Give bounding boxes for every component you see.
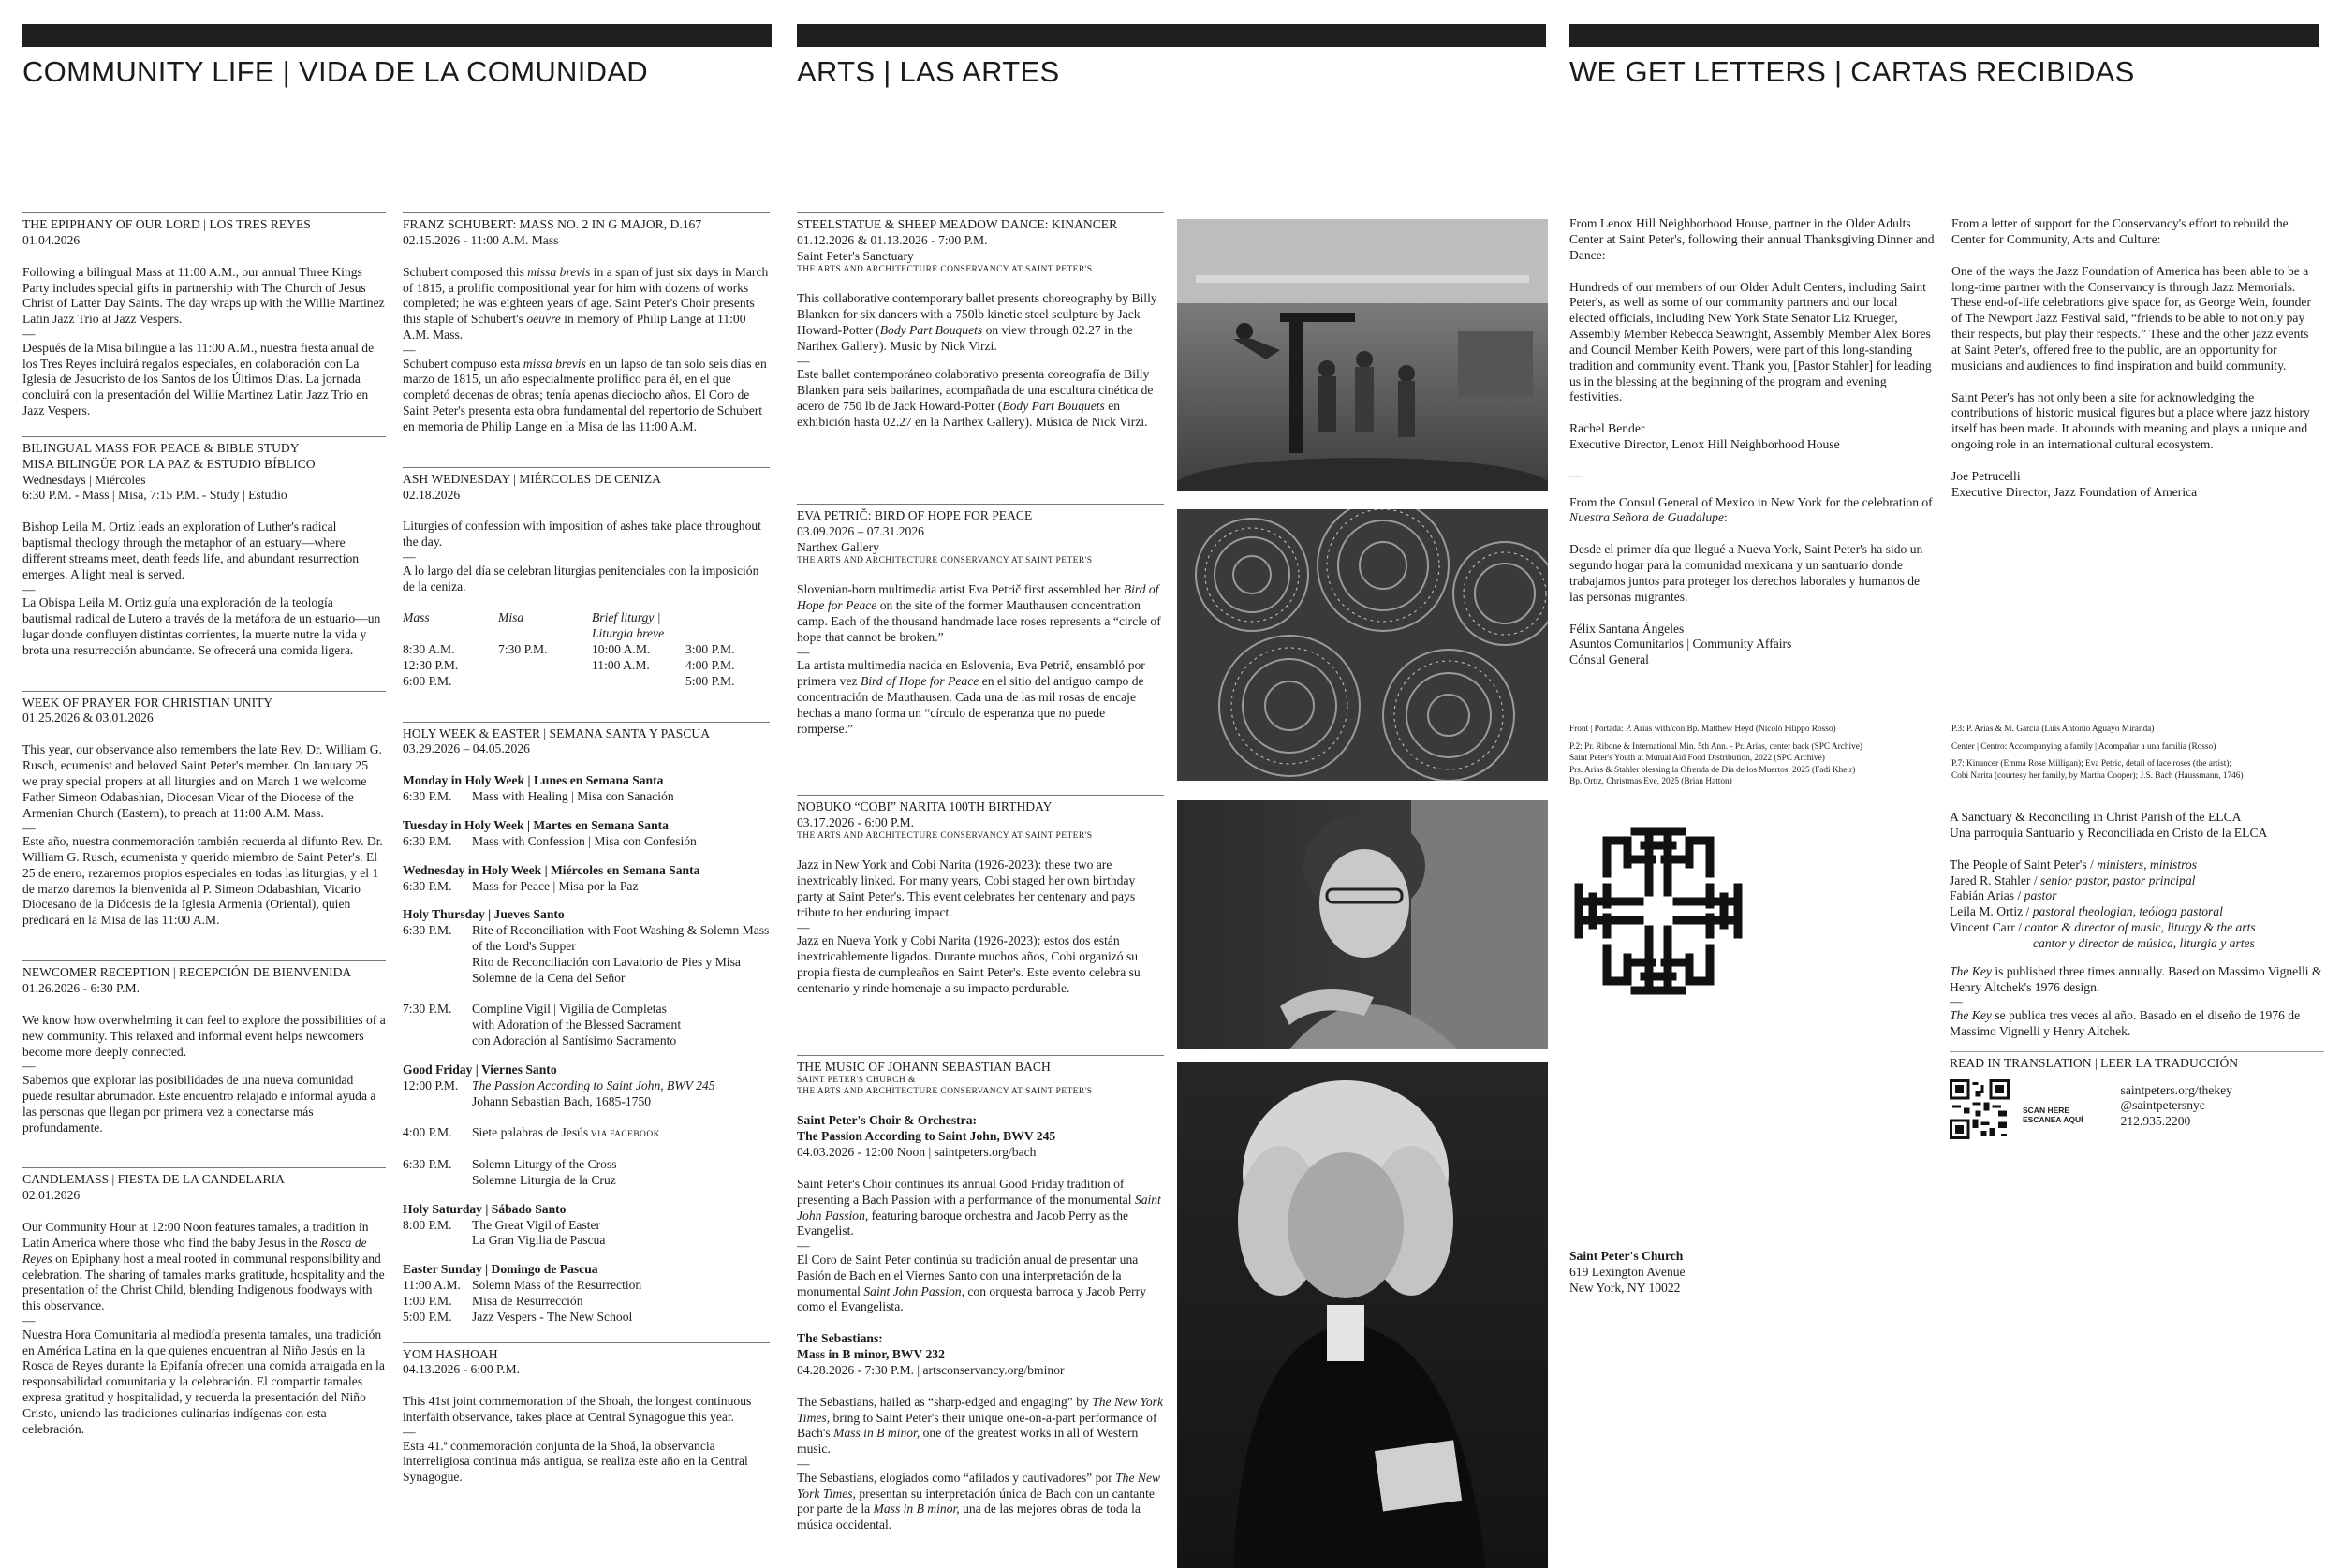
schedule-desc	[472, 879, 770, 895]
event-title: HOLY WEEK & EASTER | SEMANA SANTA Y PASCUA	[403, 725, 711, 740]
schedule-time: 8:00 P.M.	[403, 1217, 452, 1232]
staff-role: pastoral theologian, teóloga pastoral	[2032, 904, 2223, 919]
event-subheading: Mass in B minor, BWV 232	[797, 1347, 945, 1362]
event-organizer: THE ARTS AND ARCHITECTURE CONSERVANCY AT SAINT PETER'S	[797, 555, 1093, 565]
event-date: 01.26.2026 - 6:30 P.M.	[22, 981, 140, 995]
schedule-row	[403, 1218, 770, 1250]
desc-line: Mass with Confession | Misa con Confesión	[472, 833, 697, 848]
event-title: NOBUKO “COBI” NARITA 100TH BIRTHDAY	[797, 799, 1053, 813]
schedule-row	[403, 1310, 770, 1326]
letters-column-2	[1951, 216, 2319, 722]
table-cell	[498, 658, 592, 674]
staff-line	[1950, 888, 2324, 904]
schedule-desc	[472, 1218, 770, 1250]
spacer	[403, 1109, 770, 1125]
event-title: YOM HASHOAH	[403, 1346, 498, 1361]
event-description-es: Jazz en Nueva York y Cobi Narita (1926-2023): estos dos están inextricablemente ligados. Durante muchos años, Cobi organizó su propia fiesta de cumpleaños en Saint Peter's. Este evento celebra su centenario y rinde homenaje a su impacto perdurable.	[797, 933, 1141, 995]
event-date: 01.25.2026 & 03.01.2026	[22, 711, 154, 725]
event-day: Wednesdays | Miércoles	[22, 472, 146, 487]
masthead: A Sanctuary & Reconciling in Christ Parish of the ELCA Una parroquia Santuario y Reconciliada en Cristo de la ELCA The People of Saint Peter's / ministers, ministros Jared R. Stahler / senior pastor, pastor principal Fabián Arias / pastor Leila M. Ortiz / pastoral theologian, teóloga pastoral Vincent Carr / cantor & director of music, liturgy & the arts cantor y director de música, liturgia y artes The Key is published three times annually. Based on Massimo Vignelli & Henry Altchek's 1976 design. — The Key se publica tres veces al año. Basado en el diseño de 1976 de Massimo Vignelli y Henry Altchek. READ IN TRANSLATION | LEER LA TRADUCCIÓN SCAN HERE ESCANEA AQUÍ saintpeters.org/thekey @saintpetersnyc 212.935.2200	[1950, 810, 2324, 1175]
letter-signature-title: Asuntos Comunitarios | Community Affairs	[1569, 637, 1792, 652]
cobi-narita-photo	[1177, 800, 1548, 1049]
event-title: ASH WEDNESDAY | MIÉRCOLES DE CENIZA	[403, 471, 661, 486]
holy-week-day	[403, 1202, 770, 1250]
section-heading-arts: ARTS | LAS ARTES	[797, 55, 1060, 88]
desc-line: Solemn Liturgy of the Cross	[472, 1157, 617, 1171]
event-title: CANDLEMASS | FIESTA DE LA CANDELARIA	[22, 1172, 285, 1187]
schedule-row	[403, 923, 770, 986]
epiphany-event: THE EPIPHANY OF OUR LORD | LOS TRES REYES 01.04.2026 Following a bilingual Mass at 11:00 A.M., our annual Three Kings Party includes special gifts in partnership with The Church of Jesus Christ of Latter Day Saints. The day wraps up with the Willie Martinez Latin Jazz Trio at Jazz Vespers. — Después de la Misa bilingüe a las 11:00 A.M., nuestra fiesta anual de los Tres Reyes incluirá regalos especiales, en colaboración con La Iglesia de Jesucristo de los Santos de los Últimos Días. La jornada concluirá con la presentación del Willie Martinez Latin Jazz Trio en Jazz Vespers.	[22, 212, 386, 419]
table-cell: 12:30 P.M.	[403, 657, 459, 672]
table-cell: 8:30 A.M.	[403, 642, 455, 657]
event-description-en: Liturgies of confession with imposition of ashes take place throughout the day.	[403, 519, 761, 550]
day-heading: Holy Thursday | Jueves Santo	[403, 907, 565, 922]
table-header: Brief liturgy | Liturgia breve	[592, 610, 665, 641]
holy-week-event	[403, 722, 770, 1326]
event-description-en: Jazz in New York and Cobi Narita (1926-2023): these two are inextricably linked. For many years, Cobi staged her own birthday party at Saint Peter's. This event celebrates her centenary and pays tribute to her enduring impact.	[797, 857, 1136, 919]
section-heading-community: COMMUNITY LIFE | VIDA DE LA COMUNIDAD	[22, 55, 648, 88]
event-description-es: La Obispa Leila M. Ortiz guía una exploración de la teología bautismal radical de Lutero a través de la metáfora de un estuario—un lugar donde confluyen distintas corrientes, la muerte nutre la vida y brota una resurrección abundante. Se ofrecerá una comida ligera.	[22, 595, 381, 657]
event-subheading: The Sebastians:	[797, 1331, 883, 1346]
photo-credits-left	[1569, 724, 1944, 836]
community-column-1	[22, 212, 386, 1561]
schedule-desc	[472, 834, 770, 850]
credit-line: Bp. Ortiz, Christmas Eve, 2025 (Brian Hatton)	[1569, 777, 1732, 787]
staff-name: Vincent Carr /	[1950, 920, 2025, 935]
event-description-en: This collaborative contemporary ballet presents choreography by Billy Blanken for six dancers with a 750lb kinetic steel sculpture by Jack Howard-Potter (Body Part Bouquets on view through 02.27 in the Narthex Gallery). Music by Nick Virzi.	[797, 291, 1157, 353]
event-date: 02.01.2026	[22, 1188, 81, 1203]
masthead-people: The People of Saint Peter's / ministers, ministros	[1950, 857, 2198, 872]
event-date: 01.04.2026	[22, 232, 81, 247]
event-time: 6:30 P.M. - Mass | Misa, 7:15 P.M. - Study | Estudio	[22, 488, 287, 503]
event-description-en: This year, our observance also remembers the late Rev. Dr. William G. Rusch, ecumenist and beloved Saint Peter's member. On January 25 we pray special propers at all liturgies and on March 1 we welcome Father Simeon Odabashian, Diocesan Vicar of the Diocese of the Armenian Church (Eastern), to preach at 11:00 A.M. Mass.	[22, 742, 382, 820]
letter-body: Desde el primer día que llegué a Nueva York, Saint Peter's ha sido un segundo hogar para la comunidad mexicana y un santuario donde trabajamos juntos para proteger los derechos laborales y humanos de las personas migrantes.	[1569, 542, 1923, 604]
desc-line: con Adoración al Santísimo Sacramento	[472, 1033, 677, 1048]
eva-petric-event: EVA PETRIČ: BIRD OF HOPE FOR PEACE 03.09.2026 – 07.31.2026 Narthex Gallery THE ARTS AND ARCHITECTURE CONSERVANCY AT SAINT PETER'S Slovenian-born multimedia artist Eva Petrič first assembled her Bird of Hope for Peace on the site of the former Mauthausen concentration camp. Each of the thousand handmade lace roses represents a “circle of hope that cannot be broken.” — La artista multimedia nacida en Eslovenia, Eva Petrič, ensambló por primera vez Bird of Hope for Peace en el sitio del antiguo campo de concentración de Mauthausen. Cada una de las mil rosas de encaje hechas a mano forma un “círculo de esperanza que no puede romperse.”	[797, 504, 1164, 795]
event-description-en: Bishop Leila M. Ortiz leads an exploration of Luther's radical baptismal theology through the metaphor of an estuary—where different streams meet, death feeds life, and abundant resurrection emerges. A light meal is served.	[22, 520, 360, 581]
phone-number: 212.935.2200	[2120, 1114, 2191, 1129]
schedule-desc	[472, 923, 770, 986]
event-organizer: SAINT PETER'S CHURCH &	[797, 1075, 916, 1085]
schedule-row	[403, 834, 770, 850]
event-title: THE EPIPHANY OF OUR LORD | LOS TRES REYES	[22, 217, 311, 231]
qr-code-icon[interactable]	[1950, 1079, 2010, 1139]
table-cell	[592, 674, 685, 690]
schedule-desc	[472, 1125, 770, 1141]
letter-body: Saint Peter's has not only been a site for acknowledging the contributions of historic musical figures but a place where jazz history itself has been made. It abounds with meaning and plays a unique and ongoing role in an international cultural ecosystem.	[1951, 389, 2310, 452]
schedule-time: 7:30 P.M.	[403, 1002, 452, 1017]
event-description-es: Schubert compuso esta missa brevis en un lapso de tan solo seis días en marzo de 1815, un año especialmente prolífico para él, en el que completó decenas de obras; tenía apenas dieciocho años. El Coro de Saint Peter's presenta esta obra fundamental del repertorio de Schubert en memoria de Philip Lange en la Misa de las 11:00 A.M.	[403, 356, 767, 433]
credit-line: Prs. Arias & Stahler blessing la Ofrenda de Día de los Muertos, 2025 (Fadi Kheir)	[1569, 765, 1856, 775]
letter-signature-title: Executive Director, Lenox Hill Neighborhood House	[1569, 437, 1840, 452]
event-description-es: Sabemos que explorar las posibilidades de una nueva comunidad puede resultar abrumador. Este encuentro relajado e informal ayuda a las personas que llegan por primera vez a conectarse más profundamente.	[22, 1072, 376, 1135]
holy-week-day	[403, 907, 770, 1049]
table-header	[685, 610, 770, 642]
event-title: EVA PETRIČ: BIRD OF HOPE FOR PEACE	[797, 508, 1033, 522]
schedule-time: 6:30 P.M.	[403, 878, 452, 893]
section-bar	[797, 24, 1546, 47]
credit-line: Saint Peter's Youth at Mutual Aid Food Distribution, 2022 (SPC Archive)	[1569, 754, 1825, 764]
desc-line: Compline Vigil | Vigilia de Completas	[472, 1002, 667, 1017]
event-description-es: Después de la Misa bilingüe a las 11:00 A.M., nuestra fiesta anual de los Tres Reyes incluirá regalos especiales, en colaboración con La Iglesia de Jesucristo de los Santos de los Últimos Días. La jornada concluirá con la presentación del Willie Martinez Latin Jazz Trio en Jazz Vespers.	[22, 340, 375, 418]
day-heading: Wednesday in Holy Week | Miércoles en Semana Santa	[403, 862, 700, 877]
event-description-es: Este ballet contemporáneo colaborativo presenta coreografía de Billy Blanken para seis bailarines, acompañada de una escultura cinética de acero de 750 lb de Jack Howard-Potter (Body Part Bouquets en exhibición hasta 02.27 en la Narthex Gallery). Música de Nick Virzi.	[797, 367, 1154, 429]
arts-column	[797, 212, 1164, 1561]
staff-name: Jared R. Stahler /	[1950, 872, 2041, 887]
event-date: 03.09.2026 – 07.31.2026	[797, 523, 924, 538]
schedule-row	[403, 1278, 770, 1294]
event-subheading: Saint Peter's Choir & Orchestra:	[797, 1113, 978, 1128]
event-description-es: A lo largo del día se celebran liturgias penitenciales con la imposición de la ceniza.	[403, 563, 759, 593]
schedule-desc	[472, 1310, 770, 1326]
schedule-row	[403, 1294, 770, 1310]
table-cell: 7:30 P.M.	[498, 642, 548, 657]
scan-label: SCAN HERE	[2023, 1105, 2070, 1115]
event-date: 02.18.2026	[403, 487, 461, 502]
event-description-en: The Sebastians, hailed as “sharp-edged and engaging” by The New York Times, bring to Saint Peter's their unique one-on-a-part performance of Bach's Mass in B minor, one of the greatest works in all of Western music.	[797, 1394, 1163, 1457]
website-link[interactable]: saintpeters.org/thekey	[2120, 1082, 2232, 1097]
letter-body: One of the ways the Jazz Foundation of America has been able to be a long-time partner with the Conservancy is through Jazz Memorials. These end-of-life celebrations give space for, as George Wein, founder of The Newport Jazz Festival said, “friends to be able to not only pay their respects, but play their respects.” These and the other jazz events at Saint Peter's, offered free to the public, are an opportunity for musicians and audiences to find inspiration and build community.	[1951, 263, 2311, 373]
event-title: THE MUSIC OF JOHANN SEBASTIAN BACH	[797, 1060, 1051, 1074]
desc-line: Solemn Mass of the Resurrection	[472, 1278, 642, 1293]
ash-schedule-table	[403, 610, 770, 689]
desc-line: Misa de Resurrección	[472, 1293, 583, 1308]
eva-petric-lace-photo	[1177, 509, 1548, 781]
desc-line: Solemne Liturgia de la Cruz	[472, 1172, 616, 1187]
credit-line: Cobi Narita (courtesy her family, by Martha Cooper); J.S. Bach (Haussmann, 1746)	[1951, 770, 2244, 781]
schedule-row	[403, 1125, 770, 1141]
desc-line: Rito de Reconciliación con Lavatorio de Pies y Misa Solemne de la Cena del Señor	[472, 954, 741, 985]
address-line: New York, NY 10022	[1569, 1280, 1681, 1295]
event-organizer: THE ARTS AND ARCHITECTURE CONSERVANCY AT SAINT PETER'S	[797, 264, 1093, 274]
event-title: WEEK OF PRAYER FOR CHRISTIAN UNITY	[22, 695, 273, 710]
event-title: NEWCOMER RECEPTION | RECEPCIÓN DE BIENVENIDA	[22, 965, 352, 980]
saint-peters-cross-logo-icon	[1569, 822, 1747, 1004]
schedule-time: 6:30 P.M.	[403, 833, 452, 848]
event-description-es: El Coro de Saint Peter continúa su tradición anual de presentar una Pasión de Bach en el Viernes Santo con una interpretación de la monumental Saint John Passion, con orquesta barroca y Jacob Perry como el Evangelista.	[797, 1252, 1146, 1314]
letter-intro: From a letter of support for the Conservancy's effort to rebuild the Center for Community, Arts and Culture:	[1951, 216, 2289, 246]
desc-line: Siete palabras de Jesús VIA FACEBOOK	[472, 1125, 660, 1140]
holy-week-day	[403, 1062, 770, 1189]
event-date: 03.29.2026 – 04.05.2026	[403, 741, 530, 756]
letter-signature-name: Félix Santana Ángeles	[1569, 621, 1685, 636]
schedule-time: 1:00 P.M.	[403, 1293, 452, 1308]
event-title: BILINGUAL MASS FOR PEACE & BIBLE STUDY	[22, 440, 300, 455]
schedule-desc	[472, 1278, 770, 1294]
credit-line: P.7: Kinancer (Emma Rose Milligan); Eva Petric, detail of lace roses (the artist);	[1951, 759, 2231, 769]
parish-description: A Sanctuary & Reconciling in Christ Parish of the ELCA	[1950, 810, 2242, 824]
letter-intro: From the Consul General of Mexico in New York for the celebration of Nuestra Señora de Guadalupe:	[1569, 494, 1933, 525]
newcomer-event: NEWCOMER RECEPTION | RECEPCIÓN DE BIENVENIDA 01.26.2026 - 6:30 P.M. We know how overwhelming it can feel to explore the possibilities of a new community. This relaxed and informal event helps newcomers become more deeply connected. — Sabemos que explorar las posibilidades de una nueva comunidad puede resultar abrumador. Este encuentro relajado e informal ayuda a las personas que llegan por primera vez a conectarse más profundamente.	[22, 960, 386, 1136]
table-cell: 11:00 A.M.	[592, 657, 650, 672]
desc-line: Johann Sebastian Bach, 1685-1750	[472, 1093, 652, 1108]
table-cell: 6:00 P.M.	[403, 673, 452, 688]
holy-week-schedule	[403, 773, 770, 1325]
staff-role-cont: cantor y director de música, liturgia y artes	[2033, 935, 2255, 950]
parish-description-es: Una parroquia Santuario y Reconciliada en Cristo de la ELCA	[1950, 825, 2268, 840]
desc-line: La Gran Vigilia de Pascua	[472, 1233, 606, 1248]
staff-name: Fabián Arias /	[1950, 888, 2024, 903]
staff-line	[1950, 920, 2324, 936]
event-title-es: MISA BILINGÜE POR LA PAZ & ESTUDIO BÍBLICO	[22, 456, 316, 471]
schedule-time: 6:30 P.M.	[403, 789, 452, 804]
letter-body: Hundreds of our members of our Older Adult Centers, including Saint Peter's, as well as some of our community partners and our local elected officials, including New York State Senator Liz Krueger, Assembly Member Rebecca Seawright, Assembly Member Alex Bores and Council Member Keith Powers, were part of this long-standing tradition and community event. Thank you, [Pastor Stahler] for leading us in the blessing at the beginning of the program and evening festivities.	[1569, 279, 1932, 404]
schedule-row	[403, 1078, 770, 1110]
letter-signature-name: Rachel Bender	[1569, 421, 1645, 436]
cobi-narita-event: NOBUKO “COBI” NARITA 100TH BIRTHDAY 03.17.2026 - 6:00 P.M. THE ARTS AND ARCHITECTURE CONSERVANCY AT SAINT PETER'S Jazz in New York and Cobi Narita (1926-2023): these two are inextricably linked. For many years, Cobi staged her own birthday party at Saint Peter's. This event celebrates her centenary and pays tribute to her enduring impact. — Jazz en Nueva York y Cobi Narita (1926-2023): estos dos están inextricablemente ligados. Durante muchos años, Cobi organizó su propia fiesta de cumpleaños en Saint Peter's. Este evento celebra su centenario y rinde homenaje a su impacto perdurable.	[797, 795, 1164, 1055]
event-place: Narthex Gallery	[797, 539, 879, 554]
candlemass-event: CANDLEMASS | FIESTA DE LA CANDELARIA 02.01.2026 Our Community Hour at 12:00 Noon features tamales, a tradition in Latin America where those who find the baby Jesus in the Rosca de Reyes on Epiphany host a meal rooted in communal responsibility and celebration. The sharing of tamales marks gratitude, hospitality and the presentation of the Christ Child, blending Indigenous foodways with this observance. — Nuestra Hora Comunitaria al mediodía presenta tamales, una tradición en América Latina en la que quienes encuentran al Niño Jesús en la Rosca de Reyes durante la Epifanía ofrecen una comida arraigada en la responsabilidad comunitaria y la celebración. El compartir tamales expresa gratitud y hospitalidad, y recuerda la presentación del Niño Cristo, uniendo las tradiciones culinarias indígenas con esta celebración.	[22, 1167, 386, 1437]
credit-line: Center | Centro: Accompanying a family | Acompañar a una familia (Rosso)	[1951, 741, 2216, 752]
letter-signature-title: Cónsul General	[1569, 652, 1649, 667]
event-place: Saint Peter's Sanctuary	[797, 248, 914, 263]
section-bar	[1569, 24, 2319, 47]
event-date: 03.17.2026 - 6:00 P.M.	[797, 814, 914, 829]
day-heading: Monday in Holy Week | Lunes en Semana Santa	[403, 773, 664, 788]
day-heading: Holy Saturday | Sábado Santo	[403, 1201, 567, 1216]
holy-week-day	[403, 818, 770, 850]
prayer-week-event: WEEK OF PRAYER FOR CHRISTIAN UNITY 01.25.2026 & 03.01.2026 This year, our observance also remembers the late Rev. Dr. William G. Rusch, ecumenist and beloved Saint Peter's member. On January 25 we pray special propers at all liturgies and on March 1 we welcome Father Simeon Odabashian, Diocesan Vicar of the Diocese of the Armenian Church (Eastern), to preach at 11:00 A.M. Mass. — Este año, nuestra conmemoración también recuerda al difunto Rev. Dr. William G. Rusch, ecumenista y querido miembro de Saint Peter's. El 25 de enero, rezaremos propios especiales en todas las liturgias, y el 1 de marzo daremos la bienvenida al P. Simeon Odabashian, Vicario Diocesano de la Diócesis de la Iglesia Armenia (Oriental), quien predicará en la Misa de las 11:00 A.M.	[22, 691, 386, 930]
staff-role: cantor & director of music, liturgy & the arts	[2024, 920, 2256, 935]
schedule-time: 6:30 P.M.	[403, 1157, 452, 1171]
desc-line: Mass with Healing | Misa con Sanación	[472, 789, 674, 804]
schedule-time: 4:00 P.M.	[403, 1125, 452, 1140]
church-name: Saint Peter's Church	[1569, 1249, 1684, 1263]
schedule-row	[403, 1157, 770, 1189]
schedule-time: 12:00 P.M.	[403, 1077, 459, 1092]
event-description-en: Schubert composed this missa brevis in a span of just six days in March of 1815, a prolific compositional year for him with dozens of works completed; he was eighteen years of age. Saint Peter's Choir presents this staple of Schubert's oeuvre in memory of Philip Lange at 11:00 A.M. Mass.	[403, 264, 769, 343]
kinancer-event: STEELSTATUE & SHEEP MEADOW DANCE: KINANCER 01.12.2026 & 01.13.2026 - 7:00 P.M. Saint Peter's Sanctuary THE ARTS AND ARCHITECTURE CONSERVANCY AT SAINT PETER'S This collaborative contemporary ballet presents choreography by Billy Blanken for six dancers with a 750lb kinetic steel sculpture by Jack Howard-Potter (Body Part Bouquets on view through 02.27 in the Narthex Gallery). Music by Nick Virzi. — Este ballet contemporáneo colaborativo presenta coreografía de Billy Blanken para seis bailarines, acompañada de una escultura cinética de acero de 750 lb de Jack Howard-Potter (Body Part Bouquets en exhibición hasta 02.27 en la Narthex Gallery). Música de Nick Virzi.	[797, 212, 1164, 504]
schedule-time: 11:00 A.M.	[403, 1278, 461, 1293]
desc-line: Jazz Vespers - The New School	[472, 1309, 633, 1324]
staff-list	[1950, 873, 2324, 936]
church-address	[1569, 1249, 1850, 1305]
key-note-en: The Key is published three times annually. Based on Massimo Vignelli & Henry Altchek's 1976 design.	[1950, 960, 2324, 996]
credit-line: P.2: Pr. Ribone & International Min. 5th Ann. - Pr. Arias, center back (SPC Archive)	[1569, 741, 1862, 752]
ash-wednesday-event: ASH WEDNESDAY | MIÉRCOLES DE CENIZA 02.18.2026 Liturgies of confession with imposition of ashes take place throughout the day. — A lo largo del día se celebran liturgias penitenciales con la imposición de la ceniza. Mass Misa Brief liturgy | Liturgia breve 8:30 A.M. 7:30 P.M. 10:00 A.M. 3:00 P.M. 12:30 P.M. 11:00 A.M. 4:00 P.M. 6:00 P.M. 5:00 P.M.	[403, 467, 770, 690]
table-cell: 5:00 P.M.	[685, 673, 735, 688]
letters-column-1: From Lenox Hill Neighborhood House, partner in the Older Adults Center at Saint Peter's, following their annual Thanksgiving Dinner and Dance: Hundreds of our members of our Older Adult Centers, including Saint Peter's, as well as some of our community partners and our local elected officials, including New York State Senator Liz Krueger, Assembly Member Rebecca Seawright, Assembly Member Alex Bores and Council Member Keith Powers, were part of this long-standing tradition and community event. Thank you, [Pastor Stahler] for leading us in the blessing at the beginning of the program and evening festivities. Rachel Bender Executive Director, Lenox Hill Neighborhood House — From the Consul General of Mexico in New York for the celebration of Nuestra Señora de Guadalupe: Desde el primer día que llegué a Nueva York, Saint Peter's ha sido un segundo hogar para la comunidad mexicana y un santuario donde trabajamos juntos para proteger los derechos laborales y humanos de las personas migrantes. Félix Santana Ángeles Asuntos Comunitarios | Community Affairs Cónsul General	[1569, 216, 1936, 722]
event-description-es: Este año, nuestra conmemoración también recuerda al difunto Rev. Dr. William G. Rusch, ecumenista y querido miembro de Saint Peter's. El 25 de enero, rezaremos propios especiales en todas las liturgias, y el 1 de marzo daremos la bienvenida al P. Simeon Odabashian, Vicario Diocesano de la Diócesis de la Iglesia Armenia (Oriental), quien predicará en la Misa de las 11:00 A.M.	[22, 834, 383, 928]
community-column-2	[403, 212, 770, 1561]
bilingual-mass-event: BILINGUAL MASS FOR PEACE & BIBLE STUDY MISA BILINGÜE POR LA PAZ & ESTUDIO BÍBLICO Wednesdays | Miércoles 6:30 P.M. - Mass | Misa, 7:15 P.M. - Study | Estudio Bishop Leila M. Ortiz leads an exploration of Luther's radical baptismal theology through the metaphor of an estuary—where different streams meet, death feeds life, and abundant resurrection emerges. A light meal is served. — La Obispa Leila M. Ortiz guía una exploración de la teología bautismal radical de Lutero a través de la metáfora de un estuario—un lugar donde confluyen distintas corrientes, la muerte nutre la vida y brota una resurrección abundante. Se ofrecerá una comida ligera.	[22, 436, 386, 659]
schedule-time: 5:00 P.M.	[403, 1309, 452, 1324]
event-description-en: Our Community Hour at 12:00 Noon features tamales, a tradition in Latin America where those who find the baby Jesus in the Rosca de Reyes on Epiphany host a meal rooted in communal responsibility and celebration. The sharing of tamales marks gratitude, hospitality and the presentation of the Christ Child, blending Indigenous foodways with this observance.	[22, 1220, 385, 1313]
schubert-event: FRANZ SCHUBERT: MASS NO. 2 IN G MAJOR, D.167 02.15.2026 - 11:00 A.M. Mass Schubert composed this missa brevis in a span of just six days in March of 1815, a prolific compositional year for him with dozens of works completed; he was eighteen years of age. Saint Peter's Choir presents this staple of Schubert's oeuvre in memory of Philip Lange at 11:00 A.M. Mass. — Schubert compuso esta missa brevis en un lapso de tan solo seis días en marzo de 1815, un año especialmente prolífico para él, en el que completó decenas de obras; tenía apenas dieciocho años. El Coro de Saint Peter's presenta esta obra fundamental del repertorio de Schubert en memoria de Philip Lange en la Misa de las 11:00 A.M.	[403, 212, 770, 435]
letter-intro: From Lenox Hill Neighborhood House, partner in the Older Adults Center at Saint Peter's, following their annual Thanksgiving Dinner and Dance:	[1569, 216, 1935, 262]
yom-hashoah-event: YOM HASHOAH 04.13.2026 - 6:00 P.M. This 41st joint commemoration of the Shoah, the longest continuous interfaith observance, takes place at Central Synagogue this year. — Esta 41.ª conmemoración conjunta de la Shoá, la observancia interreligiosa continua más antigua, se realiza este año en la Central Synagogue.	[403, 1342, 770, 1487]
event-organizer: THE ARTS AND ARCHITECTURE CONSERVANCY AT SAINT PETER'S	[797, 830, 1093, 841]
table-cell: 3:00 P.M.	[685, 642, 735, 657]
event-description-es: The Sebastians, elogiados como “afilados y cautivadores” por The New York Times, presentan su interpretación única de Bach con un cantante por parte de la Mass in B minor, una de las mejores obras de toda la música occidental.	[797, 1470, 1161, 1532]
table-header: Mass	[403, 610, 430, 625]
event-description-es: La artista multimedia nacida en Eslovenia, Eva Petrič, ensambló por primera vez Bird of Hope for Peace en el sitio del antiguo campo de concentración de Mauthausen. Cada una de las mil rosas de encaje hechas a mano forma un “círculo de esperanza que no puede romperse.”	[797, 658, 1145, 736]
event-description-en: Saint Peter's Choir continues its annual Good Friday tradition of presenting a Bach Passion with a performance of the monumental Saint John Passion, featuring baroque orchestra and Jacob Perry as the Evangelist.	[797, 1176, 1161, 1238]
event-subheading: The Passion According to Saint John, BWV 245	[797, 1129, 1056, 1144]
schedule-desc	[472, 1078, 770, 1110]
spacer	[403, 987, 770, 1003]
section-bar	[22, 24, 772, 47]
event-date: 04.03.2026 - 12:00 Noon | saintpeters.org/bach	[797, 1145, 1037, 1160]
staff-role: senior pastor, pastor principal	[2040, 872, 2196, 887]
table-cell: 10:00 A.M.	[592, 642, 651, 657]
day-heading: Easter Sunday | Domingo de Pascua	[403, 1262, 598, 1277]
holy-week-day	[403, 773, 770, 805]
kinancer-photo	[1177, 219, 1548, 491]
letter-signature-name: Joe Petrucelli	[1951, 468, 2021, 483]
table-cell: 4:00 P.M.	[685, 657, 735, 672]
via-label: VIA FACEBOOK	[588, 1130, 660, 1140]
day-heading: Good Friday | Viernes Santo	[403, 1062, 557, 1077]
desc-line: The Great Vigil of Easter	[472, 1217, 601, 1232]
holy-week-day	[403, 1262, 770, 1325]
schedule-desc	[472, 1002, 770, 1049]
staff-role: pastor	[2024, 888, 2057, 903]
schedule-desc	[472, 1294, 770, 1310]
schedule-row	[403, 879, 770, 895]
read-translation-heading: READ IN TRANSLATION | LEER LA TRADUCCIÓN	[1950, 1051, 2324, 1072]
event-title: STEELSTATUE & SHEEP MEADOW DANCE: KINANCER	[797, 217, 1118, 231]
event-date: 01.12.2026 & 01.13.2026 - 7:00 P.M.	[797, 232, 988, 247]
event-description-en: We know how overwhelming it can feel to explore the possibilities of a new community. This relaxed and informal event helps newcomers become more deeply connected.	[22, 1012, 386, 1059]
event-description-en: Slovenian-born multimedia artist Eva Petrič first assembled her Bird of Hope for Peace on the site of the former Mauthausen concentration camp. Each of the thousand handmade lace roses represents a “circle of hope that cannot be broken.”	[797, 582, 1161, 644]
event-description-en: Following a bilingual Mass at 11:00 A.M., our annual Three Kings Party includes special gifts in partnership with The Church of Jesus Christ of Latter Day Saints. The day wraps up with the Willie Martinez Latin Jazz Trio at Jazz Vespers.	[22, 264, 385, 327]
schedule-desc	[472, 789, 770, 805]
schedule-row	[403, 1002, 770, 1049]
credit-line: Front | Portada: P. Arias with/con Bp. Matthew Heyd (Nicoló Filippo Rosso)	[1569, 725, 1836, 734]
social-handle[interactable]: @saintpetersnyc	[2120, 1098, 2205, 1113]
table-header: Misa	[498, 610, 524, 625]
letter-signature-title: Executive Director, Jazz Foundation of America	[1951, 484, 2198, 499]
address-line: 619 Lexington Avenue	[1569, 1264, 1686, 1279]
event-date: 04.13.2026 - 6:00 P.M.	[403, 1362, 520, 1377]
staff-name: Leila M. Ortiz /	[1950, 904, 2033, 919]
event-description-en: This 41st joint commemoration of the Shoah, the longest continuous interfaith observance, takes place at Central Synagogue this year.	[403, 1394, 752, 1425]
scan-label-es: ESCANEA AQUÍ	[2023, 1114, 2083, 1124]
desc-line: Mass for Peace | Misa por la Paz	[472, 878, 639, 893]
day-heading: Tuesday in Holy Week | Martes en Semana Santa	[403, 817, 669, 832]
event-description-es: Esta 41.ª conmemoración conjunta de la Shoá, la observancia interreligiosa continua más antigua, se realiza este año en la Central Synagogue.	[403, 1438, 748, 1485]
schedule-row	[403, 789, 770, 805]
event-description-es: Nuestra Hora Comunitaria al mediodía presenta tamales, una tradición en América Latina en la que quienes encuentran al Niño Jesús en la Rosca de Reyes durante la Epifanía ofrecen una comida arraigada en la responsabilidad comunitaria y la celebración. El compartir tamales expresa gratitud y hospitalidad, y recuerda la presentación del Niño Cristo, uniendo las tradiciones culinarias indígenas con esta celebración.	[22, 1326, 385, 1436]
schedule-time: 6:30 P.M.	[403, 923, 452, 938]
event-title: FRANZ SCHUBERT: MASS NO. 2 IN G MAJOR, D.167	[403, 217, 702, 231]
desc-line: The Passion According to Saint John, BWV 245	[472, 1077, 715, 1092]
schedule-desc	[472, 1157, 770, 1189]
desc-line: Rite of Reconciliation with Foot Washing & Solemn Mass of the Lord's Supper	[472, 923, 770, 954]
credit-line: P.3: P. Arias & M. García (Luis Antonio Aguayo Miranda)	[1951, 725, 2155, 734]
bach-event: THE MUSIC OF JOHANN SEBASTIAN BACH SAINT PETER'S CHURCH & THE ARTS AND ARCHITECTURE CONSERVANCY AT SAINT PETER'S Saint Peter's Choir & Orchestra: The Passion According to Saint John, BWV 245 04.03.2026 - 12:00 Noon | saintpeters.org/bach Saint Peter's Choir continues its annual Good Friday tradition of presenting a Bach Passion with a performance of the monumental Saint John Passion, featuring baroque orchestra and Jacob Perry as the Evangelist. — El Coro de Saint Peter continúa su tradición anual de presentar una Pasión de Bach en el Viernes Santo con una interpretación de la monumental Saint John Passion, con orquesta barroca y Jacob Perry como el Evangelista. The Sebastians: Mass in B minor, BWV 232 04.28.2026 - 7:30 P.M. | artsconservancy.org/bminor The Sebastians, hailed as “sharp-edged and engaging” by The New York Times, bring to Saint Peter's their unique one-on-a-part performance of Bach's Mass in B minor, one of the greatest works in all of Western music. — The Sebastians, elogiados como “afilados y cautivadores” por The New York Times, presentan su interpretación única de Bach con un cantante por parte de la Mass in B minor, una de las mejores obras de toda la música occidental.	[797, 1055, 1164, 1533]
desc-line: with Adoration of the Blessed Sacrament	[472, 1018, 682, 1033]
key-note-es: The Key se publica tres veces al año. Basado en el diseño de 1976 de Massimo Vignelli y Henry Altchek.	[1950, 1008, 2301, 1038]
section-heading-letters: WE GET LETTERS | CARTAS RECIBIDAS	[1569, 55, 2135, 88]
event-date: 04.28.2026 - 7:30 P.M. | artsconservancy.org/bminor	[797, 1362, 1065, 1377]
holy-week-day	[403, 863, 770, 895]
staff-line	[1950, 873, 2324, 889]
event-date: 02.15.2026 - 11:00 A.M. Mass	[403, 232, 559, 247]
bach-portrait-photo	[1177, 1062, 1548, 1568]
spacer	[403, 1141, 770, 1157]
staff-line	[1950, 904, 2324, 920]
translation-row	[1950, 1079, 2324, 1139]
table-cell	[498, 674, 592, 690]
event-organizer: THE ARTS AND ARCHITECTURE CONSERVANCY AT SAINT PETER'S	[797, 1086, 1093, 1096]
